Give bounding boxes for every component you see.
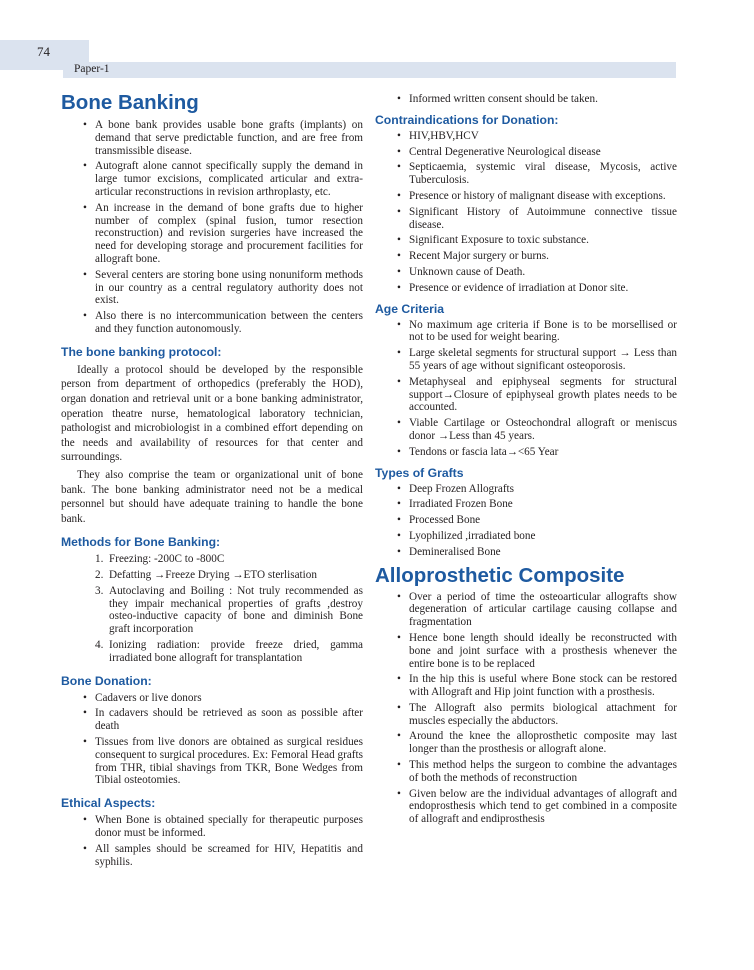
item-text: Freezing: -200C to -800C bbox=[109, 553, 225, 566]
list-item: • HIV,HBV,HCV bbox=[375, 130, 677, 143]
types-of-grafts-list bbox=[375, 483, 677, 559]
list-item: • Autograft alone cannot specifically supply the demand in large tumor excisions, complicated articular and extra-articular reconstructions in revision arthroplasty, etc. bbox=[61, 160, 363, 198]
list-item: • Viable Cartilage or Osteochondral allograft or meniscus donor →Less than 45 years. bbox=[375, 417, 677, 443]
list-item: • Hence bone length should ideally be reconstructed with bone and joint surface with a prosthesis whenever the entire bone is to be replaced bbox=[375, 632, 677, 670]
list-item: • A bone bank provides usable bone grafts (implants) on demand that serve predictable function, and are free from transmissible disease. bbox=[61, 119, 363, 157]
item-number: 2. bbox=[95, 569, 104, 582]
methods-list bbox=[61, 553, 363, 664]
list-item: • The Allograft also permits biological attachment for muscles especially the abductors. bbox=[375, 702, 677, 728]
item-text: Ionizing radiation: provide freeze dried, gamma irradiated bone allograft for transplantation bbox=[109, 639, 363, 664]
section-title-alloprosthetic-composite: Alloprosthetic Composite bbox=[375, 563, 625, 587]
page-number: 74 bbox=[37, 44, 50, 59]
list-item: • When Bone is obtained specially for therapeutic purposes donor must be informed. bbox=[61, 814, 363, 840]
age-criteria-list bbox=[375, 319, 677, 459]
types-of-grafts-heading: Types of Grafts bbox=[375, 465, 464, 480]
ethical-heading: Ethical Aspects: bbox=[61, 796, 156, 811]
protocol-heading: The bone banking protocol: bbox=[61, 344, 222, 359]
list-item: • Central Degenerative Neurological disease bbox=[375, 146, 677, 159]
list-item bbox=[61, 585, 363, 636]
running-header: Paper-1 bbox=[74, 63, 110, 75]
list-item: • Unknown cause of Death. bbox=[375, 266, 677, 279]
list-item: • All samples should be screamed for HIV, Hepatitis and syphilis. bbox=[61, 843, 363, 869]
list-item: • Presence or history of malignant disease with exceptions. bbox=[375, 190, 677, 203]
list-item: • Lyophilized ,irradiated bone bbox=[375, 530, 677, 543]
list-item: • Large skeletal segments for structural support → Less than 55 years of age without significant osteoporosis. bbox=[375, 347, 677, 373]
list-item: • Septicaemia, systemic viral disease, Mycosis, active Tuberculosis. bbox=[375, 161, 677, 187]
list-item: • Recent Major surgery or burns. bbox=[375, 250, 677, 263]
methods-heading: Methods for Bone Banking: bbox=[61, 535, 221, 550]
list-item: • Processed Bone bbox=[375, 514, 677, 527]
age-criteria-heading: Age Criteria bbox=[375, 301, 445, 316]
list-item: • Several centers are storing bone using nonuniform methods in our country as a central regulatory authority does not exist. bbox=[61, 269, 363, 307]
running-header-bar bbox=[63, 62, 676, 78]
donation-heading: Bone Donation: bbox=[61, 673, 152, 688]
list-item: • Significant History of Autoimmune connective tissue disease. bbox=[375, 206, 677, 232]
contraindications-list bbox=[375, 130, 677, 295]
list-item: • No maximum age criteria if Bone is to be morsellised or not to be used for weight bearing. bbox=[375, 319, 677, 345]
list-item: • In the hip this is useful where Bone stock can be restored with Allograft and Hip joint function with a prosthesis. bbox=[375, 673, 677, 699]
item-text: Defatting →Freeze Drying →ETO sterlisation bbox=[109, 569, 317, 582]
contraindications-heading: Contraindications for Donation: bbox=[375, 112, 559, 127]
list-item: • Over a period of time the osteoarticular allografts show degeneration of articular cartilage causing collapse and fragmentation bbox=[375, 591, 677, 629]
list-item bbox=[61, 553, 363, 566]
list-item: • Tendons or fascia lata→<65 Year bbox=[375, 446, 677, 459]
ethical-list bbox=[61, 814, 363, 868]
list-item: • Irradiated Frozen Bone bbox=[375, 498, 677, 511]
list-item: • Around the knee the alloprosthetic composite may last longer than the prosthesis or allograft alone. bbox=[375, 730, 677, 756]
list-item: • Given below are the individual advantages of allograft and endoprosthesis which tend to get combined in a composite of allograft and endiprosthesis bbox=[375, 788, 677, 826]
list-item: • Also there is no intercommunication between the centers and they function autonomously. bbox=[61, 310, 363, 336]
list-item: • Demineralised Bone bbox=[375, 546, 677, 559]
list-item: • In cadavers should be retrieved as soon as possible after death bbox=[61, 707, 363, 733]
list-item bbox=[61, 569, 363, 582]
item-number: 1. bbox=[95, 553, 104, 566]
paragraph: They also comprise the team or organizational unit of bone bank. The bone banking administrator need not be a medical personnel but should have adequate training to handle the bone bank. bbox=[61, 468, 363, 525]
item-number: 3. bbox=[95, 584, 104, 597]
composite-list bbox=[375, 591, 677, 827]
list-item bbox=[61, 639, 363, 665]
right-column bbox=[375, 90, 677, 826]
list-item: • This method helps the surgeon to combine the advantages of both the methods of reconstruction bbox=[375, 759, 677, 785]
section-title-bone-banking: Bone Banking bbox=[61, 91, 199, 114]
list-item: • Presence or evidence of irradiation at Donor site. bbox=[375, 282, 677, 295]
consent-list bbox=[375, 93, 677, 106]
left-column bbox=[61, 90, 363, 868]
intro-list bbox=[61, 119, 363, 336]
donation-list bbox=[61, 692, 363, 788]
list-item: • Significant Exposure to toxic substance. bbox=[375, 234, 677, 247]
paragraph: Ideally a protocol should be developed by the responsible person from department of orthopedics (preferably the HOD), organ donation and retrieval unit or a bone banking administrator, operation theatre nurse, hematological laboratory technician, pathologist and microbiologist in a combined effort depending on the needs and availability of resources for that center and surroundings. bbox=[61, 363, 363, 464]
item-number: 4. bbox=[95, 639, 104, 652]
list-item: • Tissues from live donors are obtained as surgical residues consequent to surgical procedures. Ex: Femoral Head grafts from THR, tibial shavings from TKR, Bone Wedges from Tibial osteotomies. bbox=[61, 736, 363, 787]
list-item: • Cadavers or live donors bbox=[61, 692, 363, 705]
list-item: • Metaphyseal and epiphyseal segments for structural support→Closure of epiphyseal growth plates needs to be accounted. bbox=[375, 376, 677, 414]
list-item: • Deep Frozen Allografts bbox=[375, 483, 677, 496]
item-text: Autoclaving and Boiling : Not truly recommended as they impair mechanical properties of grafts ,destroy osteo-inductive capacity of bone and diminish Bone graft incorporation bbox=[109, 584, 363, 636]
list-item: • An increase in the demand of bone grafts due to higher number of complex (spinal fusion, tumor resection reconstruction) and revision surgeries have increased the need for developing storage and procurement facilities for allograft bone. bbox=[61, 202, 363, 266]
list-item: • Informed written consent should be taken. bbox=[375, 93, 677, 106]
